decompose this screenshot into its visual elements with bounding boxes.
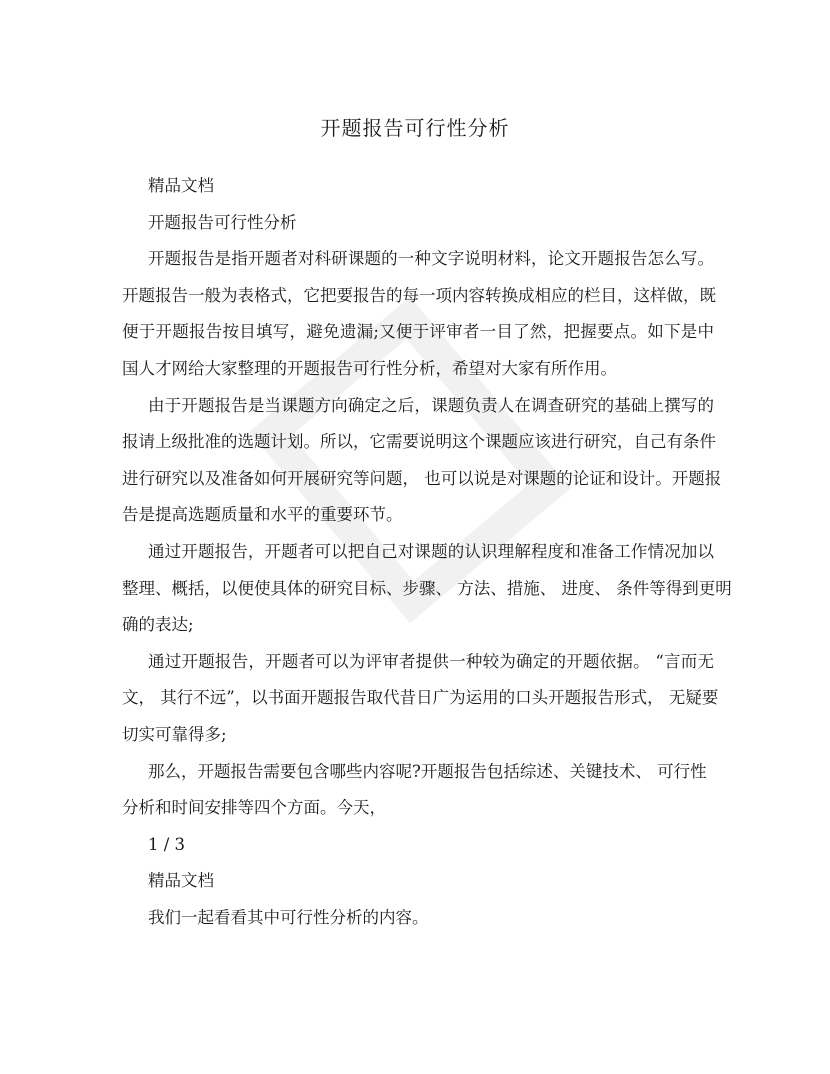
paragraph-line: 确的表达;	[122, 615, 194, 635]
paragraph-line: 开题报告一般为表格式，它把要报告的每一项内容转换成相应的栏目，这样做，既	[122, 285, 716, 305]
paragraph-line: 那么，开题报告需要包含哪些内容呢?开题报告包括综述、关键技术、 可行性	[148, 761, 707, 781]
paragraph-line: 切实可靠得多;	[122, 724, 227, 744]
paragraph-line: 国人才网给大家整理的开题报告可行性分析，希望对大家有所作用。	[122, 358, 617, 378]
paragraph-line: 通过开题报告，开题者可以为评审者提供一种较为确定的开题依据。 “言而无	[148, 651, 714, 671]
document-title: 开题报告可行性分析	[320, 116, 510, 140]
paragraph-line: 通过开题报告，开题者可以把自己对课题的认识理解程度和准备工作情况加以	[148, 541, 714, 561]
paragraph-line: 文， 其行不远”，以书面开题报告取代昔日广为运用的口头开题报告形式， 无疑要	[122, 688, 719, 708]
paragraph-line: 我们一起看看其中可行性分析的内容。	[148, 907, 429, 927]
paragraph-line: 告是提高选题质量和水平的重要环节。	[122, 505, 403, 525]
paragraph-line: 由于开题报告是当课题方向确定之后，课题负责人在调查研究的基础上撰写的	[148, 395, 714, 415]
page-number: 1 / 3	[148, 834, 186, 854]
paragraph-line: 进行研究以及准备如何开展研究等问题， 也可以说是对课题的论证和设计。开题报	[122, 468, 722, 488]
header-label: 精品文档	[148, 176, 214, 195]
paragraph-line: 便于开题报告按目填写，避免遗漏;又便于评审者一目了然，把握要点。如下是中	[122, 322, 714, 342]
paragraph-line: 报请上级批准的选题计划。所以，它需要说明这个课题应该进行研究，自己有条件	[122, 432, 716, 452]
paragraph-line: 分析和时间安排等四个方面。今天，	[122, 798, 386, 818]
subtitle: 开题报告可行性分析	[148, 212, 297, 232]
document-body	[122, 168, 732, 936]
paragraph-line: 整理、概括，以便使具体的研究目标、步骤、 方法、措施、 进度、 条件等得到更明	[122, 578, 732, 598]
header-label: 精品文档	[148, 871, 214, 891]
paragraph-line: 开题报告是指开题者对科研课题的一种文字说明材料，论文开题报告怎么写。	[148, 249, 714, 269]
